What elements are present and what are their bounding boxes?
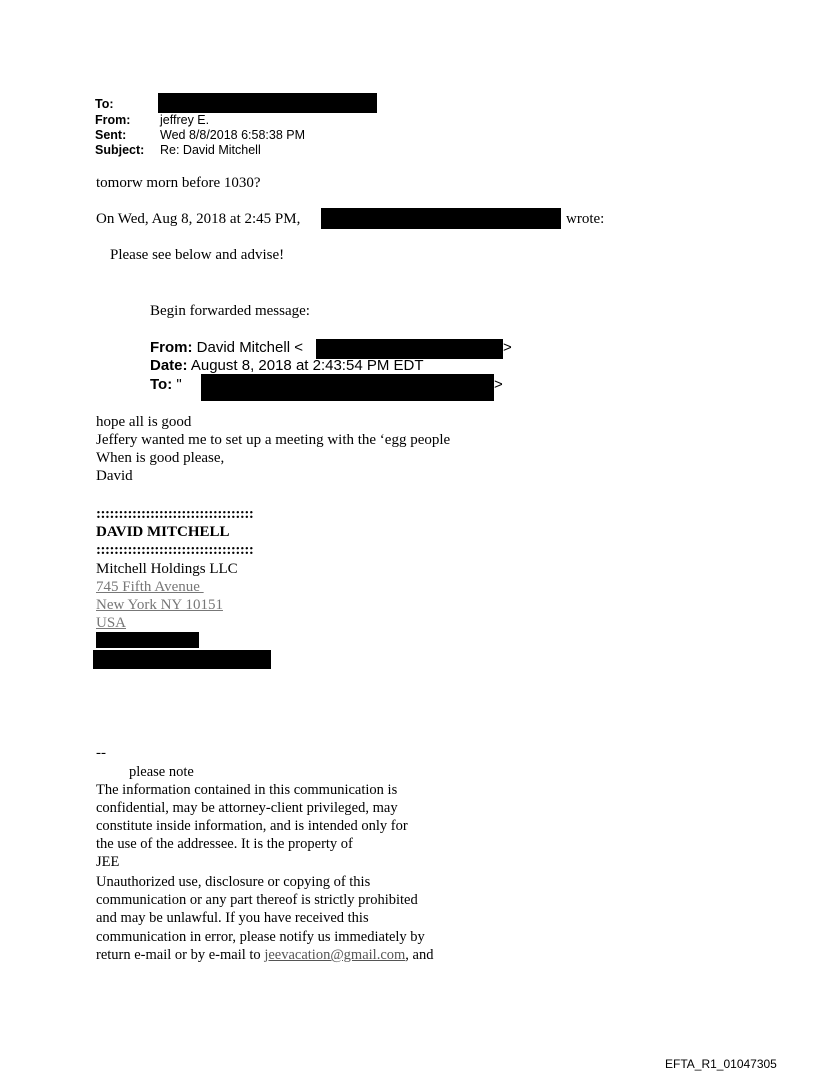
signature-address-link[interactable]: 745 Fifth Avenue bbox=[96, 579, 204, 595]
disclaimer-note: please note bbox=[129, 764, 194, 780]
forwarded-to bbox=[150, 376, 182, 393]
forwarded-date-label: Date: bbox=[150, 357, 188, 374]
from-value: jeffrey E. bbox=[160, 113, 210, 127]
forwarded-date-value: August 8, 2018 at 2:43:54 PM EDT bbox=[190, 357, 424, 374]
disclaimer-line: communication or any part thereof is strictly prohibited bbox=[96, 892, 418, 908]
redaction-email bbox=[93, 650, 271, 669]
signature-dots-top: ::::::::::::::::::::::::::::::::::: bbox=[96, 506, 254, 522]
signature-dots-bottom: ::::::::::::::::::::::::::::::::::: bbox=[96, 542, 254, 558]
forwarded-to-close: > bbox=[494, 376, 503, 393]
disclaimer-line: communication in error, please notify us immediately by bbox=[96, 929, 425, 945]
disclaimer-line: confidential, may be attorney-client privileged, may bbox=[96, 800, 398, 816]
sent-label: Sent: bbox=[95, 128, 127, 142]
sent-value: Wed 8/8/2018 6:58:38 PM bbox=[160, 128, 306, 142]
message-line: David bbox=[96, 468, 133, 484]
signature-name: DAVID MITCHELL bbox=[96, 524, 230, 540]
forwarded-from-close: > bbox=[503, 339, 512, 356]
disclaimer-line: and may be unlawful. If you have received this bbox=[96, 910, 369, 926]
redaction-to bbox=[158, 93, 377, 113]
begin-forwarded: Begin forwarded message: bbox=[150, 303, 310, 319]
subject-label: Subject: bbox=[95, 143, 145, 157]
from-label: From: bbox=[95, 113, 131, 127]
signature-company: Mitchell Holdings LLC bbox=[96, 561, 238, 577]
quote-prefix: On Wed, Aug 8, 2018 at 2:45 PM, bbox=[96, 211, 301, 227]
disclaimer-last-prefix: return e-mail or by e-mail to bbox=[96, 947, 265, 963]
to-label: To: bbox=[95, 97, 114, 111]
signature-city-link[interactable]: New York NY 10151 bbox=[96, 597, 223, 613]
disclaimer-last-line bbox=[96, 946, 433, 964]
disclaimer-line: constitute inside information, and is intended only for bbox=[96, 818, 408, 834]
subject-value: Re: David Mitchell bbox=[160, 143, 261, 157]
advise-line: Please see below and advise! bbox=[110, 247, 285, 263]
reply-line: tomorw morn before 1030? bbox=[96, 175, 261, 191]
document-id: EFTA_R1_01047305 bbox=[665, 1057, 777, 1071]
disclaimer-line: Unauthorized use, disclosure or copying of this bbox=[96, 874, 371, 890]
disclaimer-line: The information contained in this communication is bbox=[96, 782, 398, 798]
disclaimer-last-suffix: , and bbox=[405, 947, 434, 963]
message-line: Jeffery wanted me to set up a meeting with the ‘egg people bbox=[96, 432, 451, 448]
forwarded-from-name: David Mitchell < bbox=[196, 339, 303, 356]
message-line: When is good please, bbox=[96, 450, 225, 466]
redaction-from-email bbox=[316, 339, 503, 359]
forwarded-from-label: From: bbox=[150, 339, 193, 356]
forwarded-from bbox=[150, 339, 303, 356]
message-line: hope all is good bbox=[96, 414, 192, 430]
redaction-sender bbox=[321, 208, 561, 229]
forwarded-to-label: To: bbox=[150, 376, 173, 393]
redaction-phone bbox=[96, 632, 199, 648]
disclaimer-separator: -- bbox=[96, 745, 106, 761]
redaction-to-recipient bbox=[201, 374, 494, 401]
quote-suffix: wrote: bbox=[566, 211, 605, 227]
signature-country-link[interactable]: USA bbox=[96, 615, 127, 631]
forwarded-to-open: " bbox=[176, 376, 182, 393]
forwarded-date bbox=[150, 357, 424, 374]
disclaimer-line: the use of the addressee. It is the property of bbox=[96, 836, 353, 852]
disclaimer-email-link[interactable]: jeevacation@gmail.com bbox=[264, 947, 406, 963]
disclaimer-line: JEE bbox=[96, 854, 120, 870]
